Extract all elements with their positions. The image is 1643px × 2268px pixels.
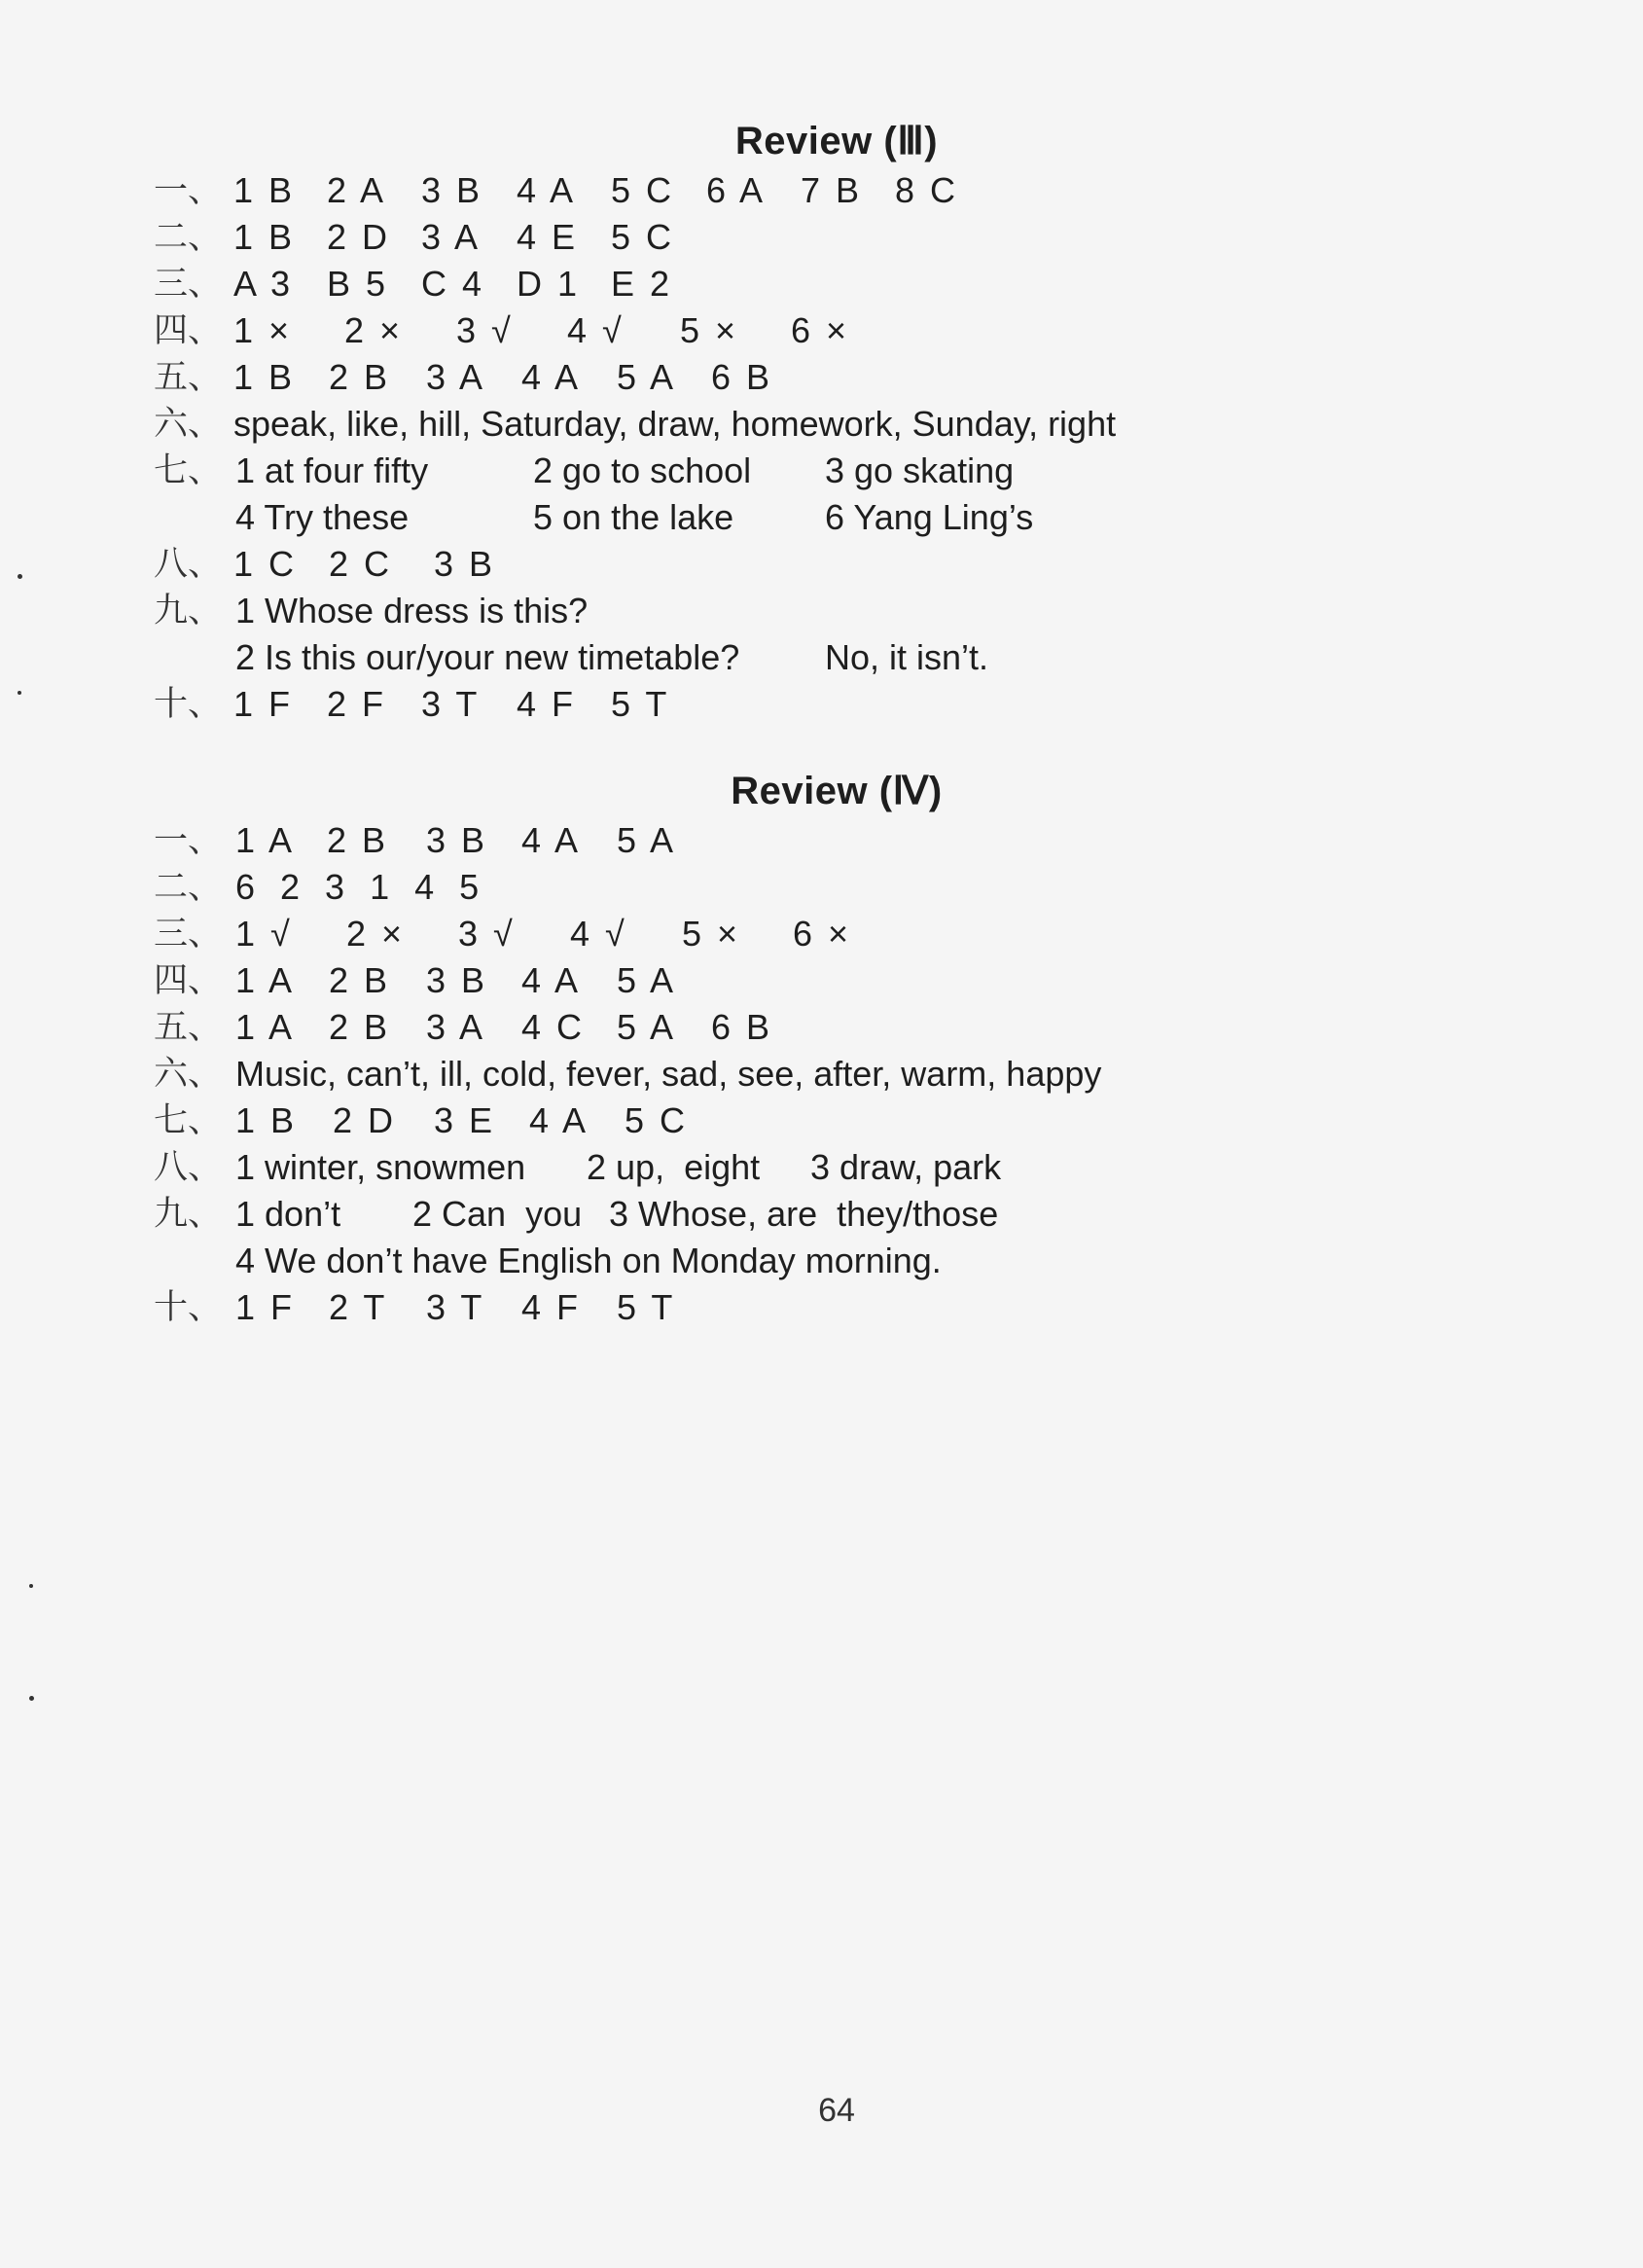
scan-speck: [18, 691, 21, 695]
answer-item: C 4: [421, 264, 485, 304]
answer-item: 2 A: [327, 170, 387, 210]
answer-item: 3 go skating: [825, 450, 1015, 490]
answer-item: 3 A: [421, 217, 482, 257]
answer-item: 5 C: [611, 170, 675, 210]
answer-item: 6 A: [706, 170, 767, 210]
scan-speck: [18, 574, 22, 579]
answer-item: 4 F: [521, 1287, 582, 1327]
answer-item: 1 ×: [233, 310, 293, 350]
answer-item: 1 F: [233, 684, 294, 724]
question-number: 五、: [154, 358, 223, 397]
answer-item: 6 ×: [791, 310, 850, 350]
review-4-title: Review (Ⅳ): [731, 770, 943, 812]
answer-item: 1 A: [235, 1007, 296, 1047]
question-number: 一、: [154, 171, 223, 210]
answer-item: 2 B: [327, 820, 389, 860]
answer-item: 3 A: [426, 357, 486, 397]
answer-item: 5 ×: [682, 914, 741, 954]
answer-item: 1 B: [233, 357, 296, 397]
question-number: 七、: [154, 451, 223, 490]
answer-item: 3 B: [421, 170, 483, 210]
answer-item: 2 C: [329, 544, 393, 584]
question-number: 二、: [154, 218, 223, 257]
answer-item: 7 B: [801, 170, 863, 210]
question-number: 八、: [154, 545, 223, 584]
answer-item: 1 B: [233, 170, 296, 210]
answer-item: 2 B: [329, 960, 391, 1000]
answer-item: 2 ×: [346, 914, 406, 954]
answer-item: 2 Can you: [412, 1194, 583, 1234]
question-number: 九、: [154, 592, 223, 630]
answer-item: 6 B: [711, 1007, 773, 1047]
answer-item: 1 at four fifty: [235, 450, 429, 490]
answer-item: 6 ×: [793, 914, 852, 954]
question-number: 四、: [154, 311, 223, 350]
answer-text: 4 We don’t have English on Monday morning.: [235, 1241, 942, 1280]
answer-item: 1 B: [233, 217, 296, 257]
answer-item: B 5: [327, 264, 389, 304]
answer-item: 1 C: [233, 544, 298, 584]
review-3-title: Review (Ⅲ): [734, 120, 939, 162]
answer-item: 4 A: [517, 170, 577, 210]
answer-item: 4 C: [521, 1007, 586, 1047]
answer-item: 5 C: [611, 217, 675, 257]
question-number: 五、: [154, 1008, 223, 1047]
question-number: 二、: [154, 868, 223, 907]
question-number: 九、: [154, 1195, 223, 1234]
answer-text: Music, can’t, ill, cold, fever, sad, see, after, warm, happy: [235, 1054, 1102, 1094]
answer-item: 3 B: [434, 544, 496, 584]
answer-item: 3 Whose, are they/those: [609, 1194, 999, 1234]
answer-item: 2 B: [329, 357, 391, 397]
question-number: 八、: [154, 1148, 223, 1187]
question-number: 六、: [154, 405, 223, 444]
answer-item: 4 A: [529, 1100, 589, 1140]
answer-item: 3 B: [426, 820, 488, 860]
question-number: 七、: [154, 1101, 223, 1140]
answer-item: 4 E: [517, 217, 579, 257]
answer-item: 3 √: [458, 914, 516, 954]
answer-item: 3 T: [426, 1287, 485, 1327]
scan-speck: [29, 1584, 33, 1588]
answer-item: 5 T: [611, 684, 670, 724]
answer-item: 3 A: [426, 1007, 486, 1047]
answer-text: No, it isn’t.: [825, 637, 989, 677]
answer-item: D 1: [517, 264, 581, 304]
scan-speck: [29, 1696, 34, 1701]
answer-item: 3 √: [456, 310, 514, 350]
answer-item: 2 D: [327, 217, 391, 257]
answer-item: 2 up, eight: [587, 1147, 761, 1187]
answer-text: 1 Whose dress is this?: [235, 591, 589, 630]
answer-item: 4 √: [567, 310, 625, 350]
answer-item: 4 Try these: [235, 497, 410, 537]
answer-item: 6 Yang Ling’s: [825, 497, 1034, 537]
question-number: 四、: [154, 961, 223, 1000]
answer-text: 2 Is this our/your new timetable?: [235, 637, 740, 677]
answer-item: 5 C: [625, 1100, 689, 1140]
answer-item: 5 ×: [680, 310, 739, 350]
answer-item: 5 A: [617, 357, 677, 397]
answer-item: 1 A: [235, 960, 296, 1000]
page-number: 64: [818, 2092, 855, 2129]
answer-item: 3 B: [426, 960, 488, 1000]
answer-item: 4 A: [521, 357, 582, 397]
answer-item: 1 A: [235, 820, 296, 860]
answer-item: 3 E: [434, 1100, 496, 1140]
answer-item: 1 winter, snowmen: [235, 1147, 526, 1187]
answer-item: 2 D: [333, 1100, 397, 1140]
answer-item: 1 √: [235, 914, 293, 954]
answer-item: 5 on the lake: [533, 497, 734, 537]
answer-item: 1 B: [235, 1100, 298, 1140]
answer-item: 1 don’t: [235, 1194, 341, 1234]
answer-item: 4 A: [521, 960, 582, 1000]
answer-text: 6 2 3 1 4 5: [235, 867, 482, 907]
answer-item: 6 B: [711, 357, 773, 397]
answer-item: 3 T: [421, 684, 481, 724]
question-number: 十、: [154, 685, 223, 724]
answer-item: 5 A: [617, 960, 677, 1000]
answer-item: 2 ×: [344, 310, 404, 350]
question-number: 三、: [154, 265, 223, 304]
answer-item: 4 F: [517, 684, 577, 724]
answer-text: speak, like, hill, Saturday, draw, homework, Sunday, right: [233, 404, 1117, 444]
answer-item: 2 B: [329, 1007, 391, 1047]
answer-item: 4 √: [570, 914, 627, 954]
answer-item: 5 A: [617, 1007, 677, 1047]
answer-item: 4 A: [521, 820, 582, 860]
answer-item: 2 T: [329, 1287, 388, 1327]
question-number: 十、: [154, 1288, 223, 1327]
answer-item: A 3: [233, 264, 294, 304]
question-number: 六、: [154, 1055, 223, 1094]
answer-item: 1 F: [235, 1287, 296, 1327]
answer-item: 5 A: [617, 820, 677, 860]
answer-item: 5 T: [617, 1287, 676, 1327]
answer-item: 2 F: [327, 684, 387, 724]
answer-item: 8 C: [895, 170, 959, 210]
answer-item: 3 draw, park: [810, 1147, 1002, 1187]
question-number: 一、: [154, 821, 223, 860]
question-number: 三、: [154, 915, 223, 954]
answer-item: 2 go to school: [533, 450, 752, 490]
answer-item: E 2: [611, 264, 673, 304]
